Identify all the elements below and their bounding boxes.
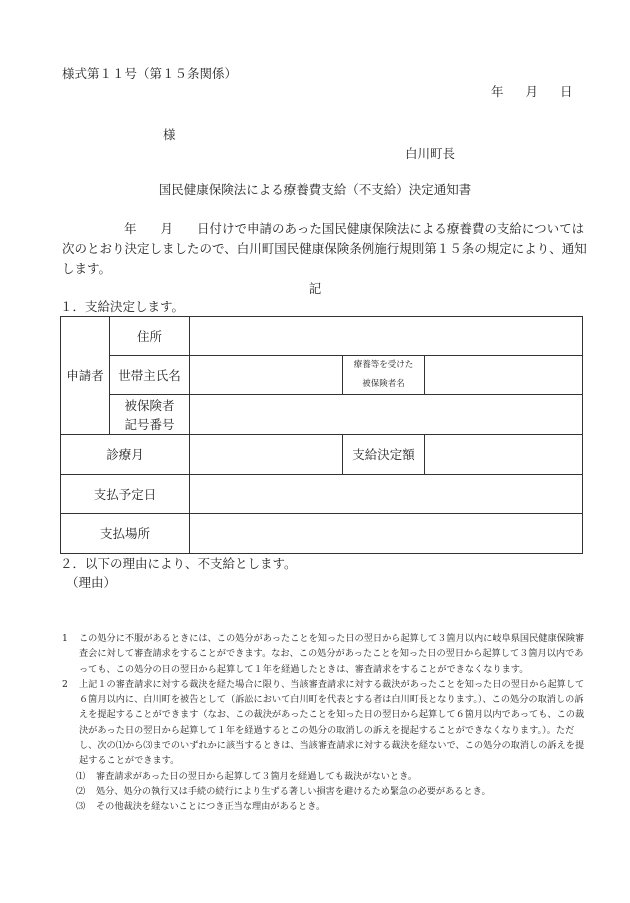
body-line3: します。 [62, 261, 112, 276]
payment-date-value[interactable] [190, 475, 583, 514]
date-year: 年 [491, 84, 504, 99]
ki-heading: 記 [308, 281, 322, 296]
section-1-heading: １．支給決定します。 [60, 299, 185, 314]
issuer: 白川町長 [405, 146, 456, 161]
address-label: 住所 [110, 317, 190, 356]
note-text: 上記１の審査請求に対する裁決を経た場合に限り、当該審査請求に対する裁決があったことを知った日の翌日から起算して６箇月以内に、白川町を被告として（訴訟において白川町を代表とする者は白川町長となります。）、この処分の取消しの訴えを提起することができます（なお、この裁決があったことを知った日の翌日から起算して６箇月以内であっても、この裁決があった日の翌日から起算して１年を経過するとこの処分の取消しの訴えを提起することができなくなります。）。ただし、次の⑴から⑶までのいずれかに該当するときは、当該審査請求に対する裁決を経ないで、この処分の取消しの訴えを提起することができます。 [79, 678, 585, 767]
recipient-value[interactable] [425, 356, 583, 395]
subnote-item [62, 769, 592, 784]
note-text: この処分に不服があるときには、この処分があったことを知った日の翌日から起算して３箇月以内に岐阜県国民健康保険審査会に対して審査請求をすることができます。なお、この処分があったことを知った日の翌日から起算して３箇月以内であっても、この処分の日の翌日から起算して１年を経過したときは、審査請求をすることができなくなります。 [79, 633, 585, 675]
reason-label: （理由） [66, 575, 117, 590]
subnote-number: ⑵ [76, 785, 86, 797]
subnote-number: ⑴ [76, 770, 86, 782]
decided-amount-value[interactable] [425, 435, 583, 475]
subnote-text: 処分、処分の執行又は手続の続行により生ずる著しい損害を避けるため緊急の必要があるとき。 [96, 785, 491, 797]
treatment-month-label: 診療月 [61, 435, 190, 475]
subnote-number: ⑶ [76, 801, 86, 813]
date-day: 日 [560, 84, 573, 99]
payment-date-label: 支払予定日 [61, 475, 190, 514]
note-item [62, 631, 592, 677]
subnote-item [62, 799, 592, 814]
subnote-text: 審査請求があった日の翌日から起算して３箇月を経過しても裁決がないとき。 [96, 770, 418, 782]
date-line [491, 82, 573, 100]
subnote-item [62, 784, 592, 799]
decision-table [60, 316, 583, 554]
recipient-label [343, 356, 425, 395]
form-number: 様式第１１号（第１５条関係） [62, 66, 238, 81]
address-value[interactable] [190, 317, 583, 356]
insured-number-label [110, 395, 190, 435]
payment-place-label: 支払場所 [61, 514, 190, 554]
household-head-label: 世帯主氏名 [110, 356, 190, 395]
treatment-month-value[interactable] [190, 435, 343, 475]
addressee: 様 [163, 127, 176, 142]
appeal-notes [62, 631, 592, 815]
household-head-value[interactable] [190, 356, 343, 395]
payment-place-value[interactable] [190, 514, 583, 554]
note-number: 1 [62, 633, 68, 644]
notice-body [62, 219, 590, 279]
section-2-heading: ２．以下の理由により、不支給とします。 [60, 556, 297, 571]
note-number: 2 [62, 678, 68, 690]
insured-label-line1: 被保険者 [124, 397, 175, 413]
body-line2: 次のとおり決定しましたので、白川町国民健康保険条例施行規則第１５条の規定により、通知 [62, 241, 587, 256]
insured-number-value[interactable] [190, 395, 583, 435]
body-year: 年 [124, 221, 137, 236]
body-month: 月 [160, 221, 174, 236]
note-item [62, 677, 592, 769]
decided-amount-label: 支給決定額 [343, 435, 425, 475]
date-month: 月 [525, 84, 539, 99]
document-title: 国民健康保険法による療養費支給（不支給）決定通知書 [158, 182, 472, 197]
recipient-label-line2: 被保険者名 [362, 379, 405, 389]
applicant-label: 申請者 [61, 317, 110, 435]
recipient-label-line1: 療養等を受けた [353, 360, 414, 370]
body-line1: 日付けで申請のあった国民健康保険法による療養費の支給については [197, 221, 585, 236]
insured-label-line2: 記号番号 [124, 416, 175, 432]
subnote-text: その他裁決を経ないことにつき正当な理由があるとき。 [96, 801, 326, 813]
